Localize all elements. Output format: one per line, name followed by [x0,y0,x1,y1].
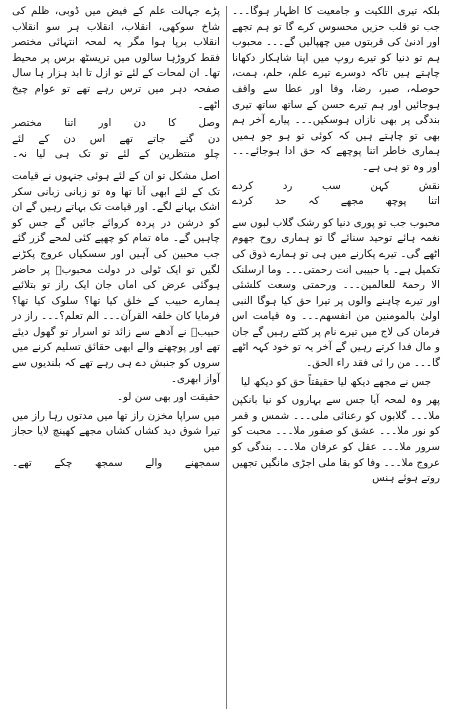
verse-line: جس نے مجھے دیکھ لیا حقیقتاً حق کو دیکھ لیا [240,375,432,388]
verse-couplet [232,179,440,210]
verse-couplet [12,116,220,163]
verse-line: اتنا پوچھ مجھے کہ حد کردے [232,195,440,208]
verse-couplet [12,409,220,471]
verse-line: سمجھنے والے سمجھ چکے تھے۔ [12,456,220,469]
verse-line: نقش کہن سب رد کردے [232,179,440,192]
column-divider [226,6,227,709]
verse-line: تیرا شوق دید کشاں کشاں مجھے کھینچ لایا حجاز میں [12,425,220,454]
paragraph: محبوب جب تو پوری دنیا کو رشک گلاب لبوں سے نغمہ ہائے توحید سنائے گا تو ہماری روح جھوم اٹھے گی۔ تیرے پکارنے میں ہی تو ہمارے ذوق کی تکمیل ہے۔ یا حبیبی انت رحمتی۔۔۔ وما ارسلنک الا رحمۃ للعالمین۔۔۔ ورحمتی وسعت کلشئی اور تیرے چاہنے والوں پر تیرا حق کیا ہوگا النبی اولیٰ بالمومنین من انفسھم۔۔۔ وہ قیامت اس فرمان کی لاج میں تیرے نام پر کٹتے رہیں گے جان و مال فدا کرتے رہیں گے آخر یہ تو خود کہہ اٹھے گا۔۔۔ من را ئی فقد راء الحق۔ [232,216,440,370]
paragraph: اصل مشکل تو ان کے لئے ہوئی جنہوں نے قیامت تک کے لئے ابھی آنا تھا وہ تو زبانی زبانی سکر اشک بہانے لگے۔ اور قیامت تک بہاتے رہیں گے ان کو درشن در پردہ کروائے جائیں گے جس کو چاہیں گے۔ ماہ تمام کو چھپے کئی لمحے گزر گئے جب محبین کی آہیں اور سسکیاں عروج پکڑنے لگیں تو ایک ٹولی در دولت محبوبؐ پر حاضر ہوگئی عرض کی اماں جان ایک راز تو بتلائیے ہمارے حبیب کے خلق کیا تھا؟ سلوک کیا تھا؟ فرمایا کان خلقہ القرآن۔۔۔ الم تعلم؟۔۔۔ راز در حبیبؐ نے آدھے سے زائد تو اسرار تو گھول دیئے تھے اور پوچھنے والے ابھی حقائق تسلیم کرنے میں سروں کو جنبش دے ہی رہے تھے کہ بلندیوں سے آواز ابھری۔ [12,169,220,385]
paragraph: بلکہ تیری اللکیت و جامعیت کا اظہار ہوگا۔۔۔ جب تو قلب حزیں محسوس کرے گا تو ہم تجھے اور ادنیٰ کی قربتوں میں چھپالیں گے۔۔۔ محبوب ہم تو دنیا کو تیرے روپ میں اپنا شاہکار دکھانا چاہتے ہیں تاکہ دوسرے تیرے علم، حلم، ہمت، حوصلہ، صبر، رضا، وفا اور عطا سے واقف ہوجائیں اور ہم تیرے حسن کے ساتھ ساتھ تیری بندگی پر بھی نازاں ہوسکیں۔۔۔ پیارے آخر ہم بھی تو چاہتے ہیں کہ کوئی تو ہو جو ہمیں ہماری خاطر اتنا پوچھے کہ حق ادا ہوجائے۔۔۔ اور وہ تو ہی ہے۔ [232,5,440,173]
paragraph: حقیقت اور بھی سن لو۔ [116,391,220,404]
paragraph: پڑے جہالت علم کے فیض میں ڈوبی، ظلم کی شاخ سوکھی، انقلاب، انقلاب ہر سو انقلاب انقلاب برپا ہوا مگر یہ لمحہ انتہائی مختصر فقط کروڑہا سالوں میں تریسٹھ برس پر محیط تھا۔ ان لمحات کے لئے تو ازل تا ابد ہزار ہا سال صفحہ دہر میں ترس رہے تھے تو عوام چیخ اٹھے۔ [12,5,220,111]
verse-line: وصل کا دن اور اتنا مختصر [12,117,220,130]
verse-line: چلو منتظرین کے لئے تو تک ہی لیا نہ۔ [12,148,220,161]
verse-line: میں سراپا مخزن راز تھا میں مدتوں رہا راز میں [12,409,220,422]
paragraph: پھر وہ لمحہ آیا جس سے بہاروں کو نیا بانکپن ملا۔۔۔ گلابوں کو رعنائی ملی۔۔۔ شمس و قمر کو نور ملا۔۔۔ عشق کو صفور ملا۔۔۔ محبت کو سرور ملا۔۔۔ عقل کو عرفان ملا۔۔۔ بندگی کو عروج ملا۔۔۔ وفا کو بقا ملی اجڑی مانگیں تجھیں روتے ہوئے ہنس [232,394,440,485]
verse-line: دن گنے جاتے تھے اس دن کے لئے [12,132,220,145]
right-column [226,4,446,711]
left-column [6,4,226,711]
